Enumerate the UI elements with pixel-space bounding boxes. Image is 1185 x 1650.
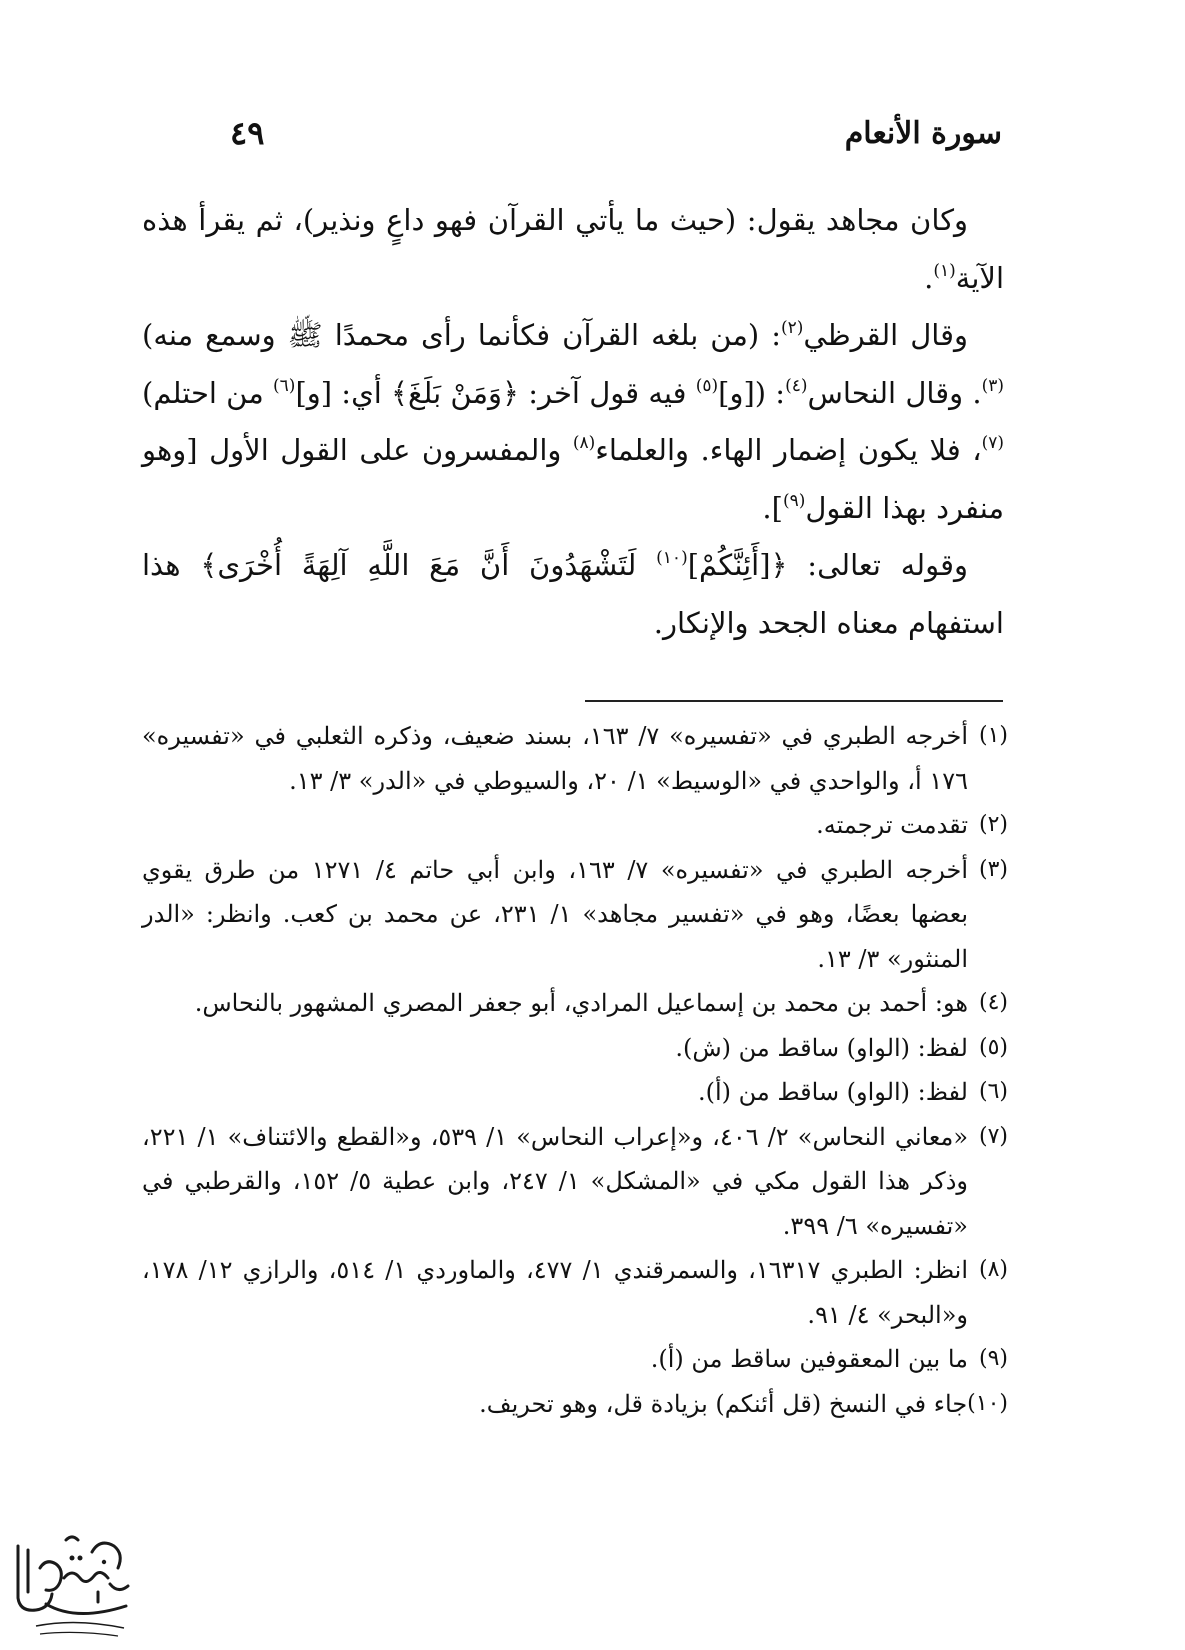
footnote-ref-5: (٥) xyxy=(695,375,719,396)
footnote-ref-10: (١٠) xyxy=(656,548,688,568)
footnote xyxy=(142,981,1008,1026)
footnote xyxy=(142,848,1008,982)
footnote-text: لفظ: (الواو) ساقط من (ش). xyxy=(675,1033,968,1062)
quran-verse: ﴿[أَئِنَّكُمْ] xyxy=(687,548,788,582)
footnote xyxy=(142,714,1008,803)
footnote-text: ما بين المعقوفين ساقط من (أ). xyxy=(650,1345,968,1373)
footnote-ref-4: (٤) xyxy=(785,375,808,396)
footnote-text: لفظ: (الواو) ساقط من (أ). xyxy=(697,1078,968,1106)
text-run: وقوله تعالى: xyxy=(787,548,968,582)
footnote-ref-3: (٣) xyxy=(981,375,1004,396)
footnote-number: (٢) xyxy=(978,812,1008,837)
paragraph-1 xyxy=(142,192,1004,307)
footnote-number: (٧) xyxy=(978,1123,1008,1149)
text-run: هذا استفهام معناه الجحد والإنكار. xyxy=(142,548,1004,640)
footnote-ref-2: (٢) xyxy=(780,318,804,338)
footnote xyxy=(142,1382,1008,1427)
footnote xyxy=(142,1115,1008,1249)
footnote xyxy=(142,1337,1008,1382)
text-run: . وقال النحاس xyxy=(807,375,982,410)
text-run: فيه قول آخر: xyxy=(518,375,696,410)
footnote-ref-9: (٩) xyxy=(782,490,806,511)
footnote-number: (١٠) xyxy=(967,1390,1008,1416)
footnote-text: تقدمت ترجمته. xyxy=(816,811,968,839)
footnote xyxy=(142,1026,1008,1071)
page-header xyxy=(230,108,1002,158)
footnote xyxy=(142,1070,1008,1115)
footnote-text: جاء في النسخ (قل أئنكم) بزيادة قل، وهو تحريف. xyxy=(479,1389,968,1418)
surah-title: سورة الأنعام xyxy=(844,115,1002,151)
footnote-ref-7: (٧) xyxy=(981,433,1004,453)
footnote-number: (١) xyxy=(978,723,1008,748)
text-run: والمفسرون على القول الأول [وهو منفرد بهذا القول xyxy=(142,433,1004,525)
text-run: وقال القرظي xyxy=(803,318,968,352)
footnote-text: «معاني النحاس» ٢/ ٤٠٦، و«إعراب النحاس» ١/ ٥٣٩، و«القطع والائتناف» ١/ ٢٢١، وذكر هذا القول مكي في «المشكل» ١/ ٢٤٧، وابن عطية ٥/ ١٥٢، والقرطبي في «تفسيره» ٦/ ٣٩٩. xyxy=(142,1122,969,1240)
footnote-divider xyxy=(585,700,1003,702)
publisher-logo xyxy=(6,1528,138,1644)
paragraph-2 xyxy=(142,307,1004,537)
footnote-ref-1: (١) xyxy=(933,260,956,281)
text-run: من احتلم) xyxy=(142,375,274,410)
footnote-ref-6: (٦) xyxy=(273,375,296,396)
text-run: ، فلا يكون إضمار الهاء. والعلماء xyxy=(595,433,982,467)
main-text xyxy=(142,192,1004,652)
footnote-text: أخرجه الطبري في «تفسيره» ٧/ ١٦٣، وابن أبي حاتم ٤/ ١٢٧١ من طرق يقوي بعضها بعضًا، وهو في «تفسير مجاهد» ١/ ٢٣١، عن محمد بن كعب. وانظر: «الدر المنثور» ٣/ ١٣. xyxy=(142,855,969,973)
text-run: ]. xyxy=(762,490,783,525)
footnote-number: (٤) xyxy=(978,990,1008,1015)
footnotes xyxy=(142,714,1008,1426)
paragraph-3 xyxy=(142,537,1004,652)
footnote-text: هو: أحمد بن محمد بن إسماعيل المرادي، أبو جعفر المصري المشهور بالنحاس. xyxy=(194,989,968,1017)
quran-verse: لَتَشْهَدُونَ أَنَّ مَعَ اللَّهِ آلِهَةً أُخْرَى﴾ xyxy=(200,548,657,582)
calligraphy-logo-icon xyxy=(6,1528,138,1644)
footnote-number: (٨) xyxy=(978,1257,1008,1282)
text-run: وكان مجاهد يقول: (حيث ما يأتي القرآن فهو داعٍ ونذير)، ثم يقرأ هذه الآية xyxy=(142,203,1004,295)
quran-verse: ﴿وَمَنْ بَلَغَ﴾ xyxy=(391,375,519,410)
footnote-number: (٦) xyxy=(978,1079,1008,1104)
footnote-number: (٩) xyxy=(978,1346,1008,1371)
page-number: ٤٩ xyxy=(230,114,265,152)
footnote xyxy=(142,1248,1008,1337)
text-run: : ([و] xyxy=(718,375,786,410)
footnote xyxy=(142,803,1008,848)
text-run: : (من بلغه القرآن فكأنما رأى محمدًا ﷺ وسمع منه) xyxy=(142,318,781,352)
footnote-text: انظر: الطبري ١٦٣١٧، والسمرقندي ١/ ٤٧٧، والماوردي ١/ ٥١٤، والرازي ١٢/ ١٧٨، و«البحر» ٤/ ٩١. xyxy=(142,1256,968,1329)
footnote-ref-8: (٨) xyxy=(572,433,596,453)
footnote-number: (٣) xyxy=(978,856,1008,882)
footnote-text: أخرجه الطبري في «تفسيره» ٧/ ١٦٣، بسند ضعيف، وذكره الثعلبي في «تفسيره» ١٧٦ أ، والواحدي في «الوسيط» ١/ ٢٠، والسيوطي في «الدر» ٣/ ١٣. xyxy=(142,722,968,795)
text-run: أي: [و] xyxy=(295,375,392,410)
text-run: . xyxy=(924,260,934,295)
footnote-number: (٥) xyxy=(978,1034,1008,1060)
